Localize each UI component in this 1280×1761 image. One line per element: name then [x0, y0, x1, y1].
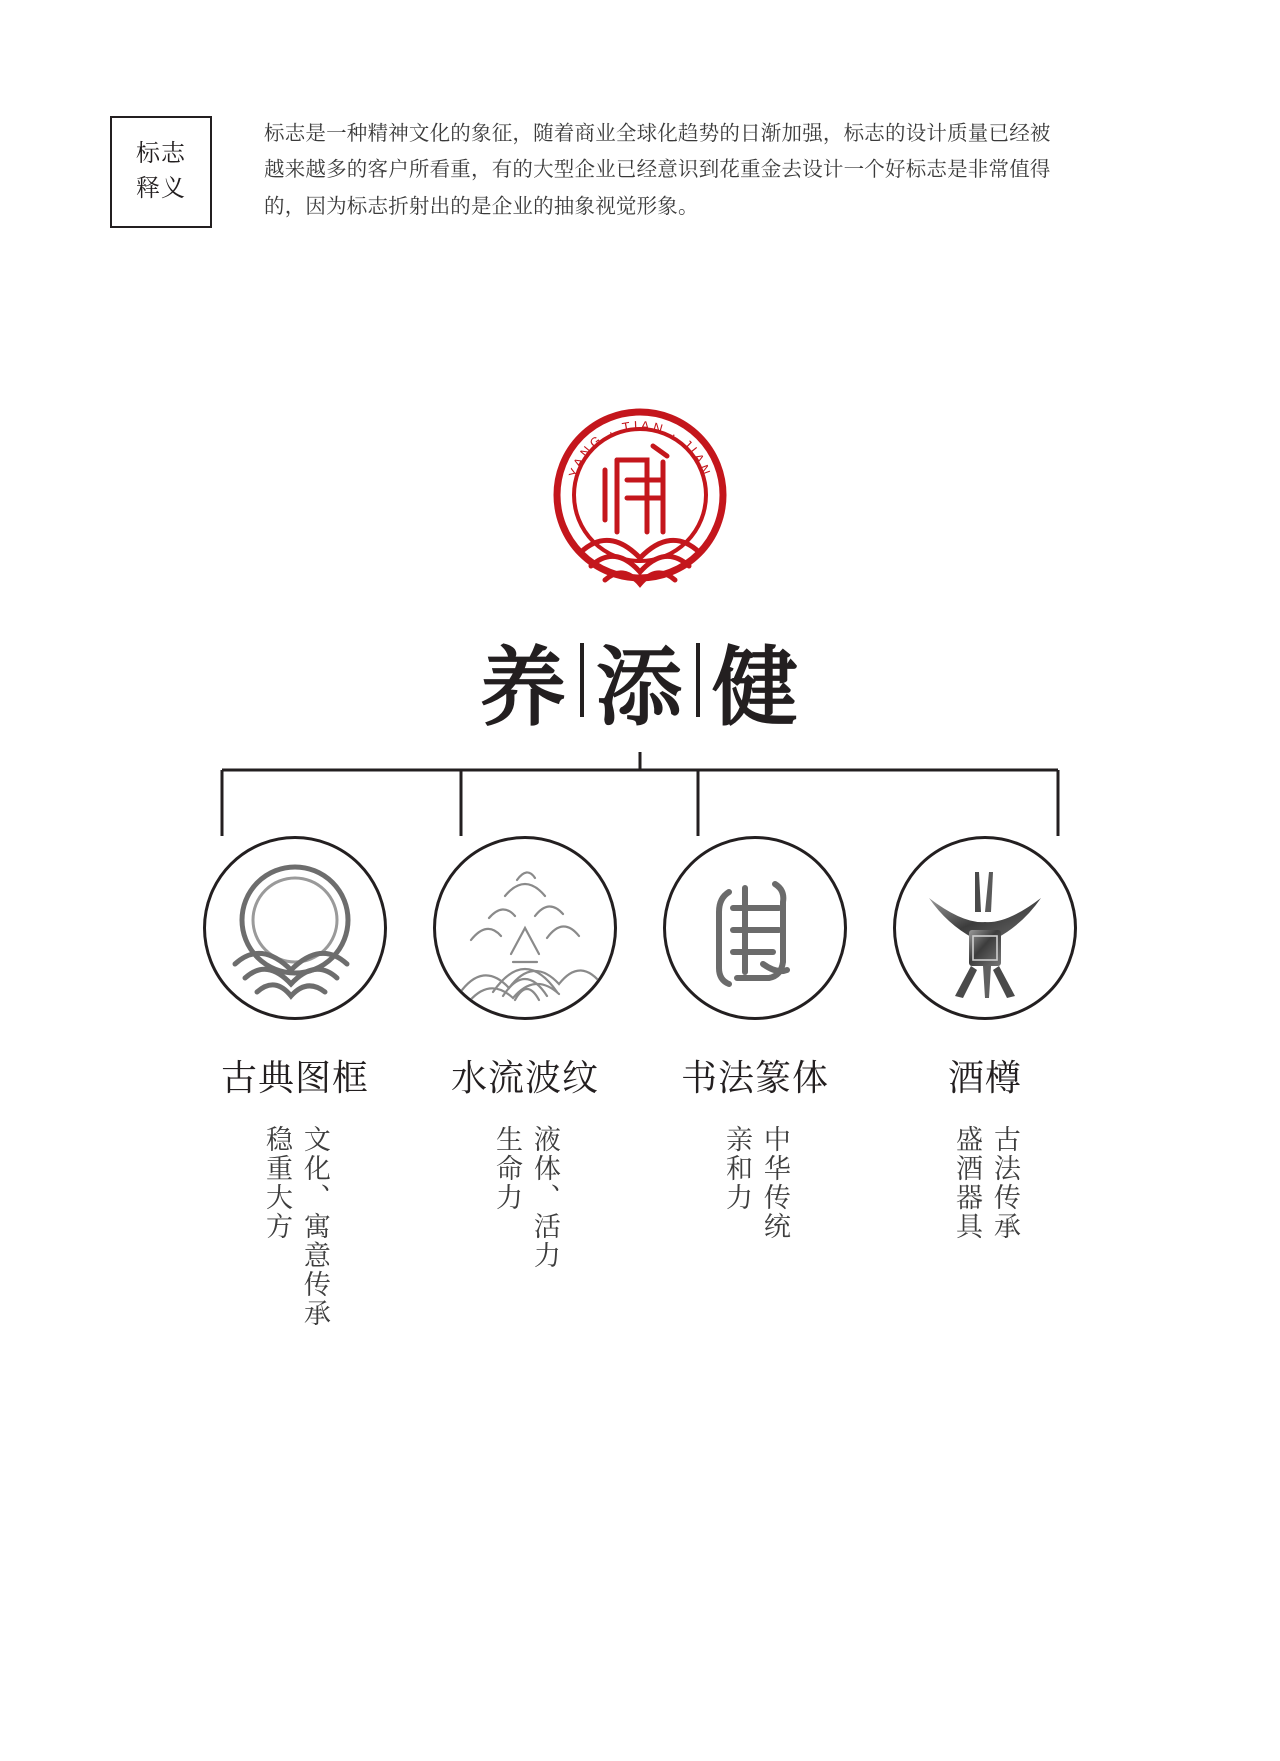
wordmark-separator-2: [696, 643, 700, 717]
element-column-classical-frame: [180, 836, 410, 1328]
element-description-line-2: 稳重大方: [262, 1125, 292, 1241]
wordmark-char-1: 养: [480, 638, 568, 738]
wordmark-char-3: 健: [712, 638, 800, 738]
connector-lines: [0, 752, 1280, 842]
wordmark-char-2: 添: [596, 638, 684, 738]
element-description-line-2: 亲和力: [722, 1125, 752, 1212]
water-wave-icon: [433, 836, 617, 1020]
element-title: 古典图框: [220, 1057, 369, 1098]
wordmark: [474, 618, 806, 742]
section-badge-line1: 标志: [136, 140, 186, 168]
element-column-seal-script: [640, 836, 870, 1328]
seal-script-icon: [663, 836, 847, 1020]
seal-emblem-icon: [535, 400, 745, 610]
section-paragraph: 标志是一种精神文化的象征，随着商业全球化趋势的日渐加强，标志的设计质量已经被越来越多的客户所看重，有的大型企业已经意识到花重金去设计一个好标志是非常值得的，因为标志折射出的是企业的抽象视觉形象。: [264, 122, 1051, 218]
element-description-line-1: 古法传承: [989, 1125, 1020, 1241]
element-description-line-1: 中华传统: [759, 1125, 790, 1241]
element-column-wine-vessel: [870, 836, 1100, 1328]
element-description: [490, 1125, 560, 1270]
element-title: 书法篆体: [680, 1057, 829, 1098]
element-description: [260, 1125, 330, 1328]
element-description-line-1: 液体、活力: [529, 1125, 560, 1270]
element-columns: [0, 836, 1280, 1328]
classical-frame-icon: [203, 836, 387, 1020]
element-description-line-2: 生命力: [492, 1125, 522, 1212]
logo-explanation-header: [110, 116, 1054, 228]
svg-text:YANG · TIAN · JIAN: YANG · TIAN · JIAN: [565, 417, 715, 480]
section-badge-line2: 释义: [136, 175, 186, 202]
brand-logo: [0, 400, 1280, 742]
element-title: 水流波纹: [450, 1057, 599, 1098]
element-column-water-wave: [410, 836, 640, 1328]
section-badge: [110, 116, 212, 228]
element-title: 酒樽: [947, 1057, 1022, 1098]
element-description-line-1: 文化、寓意传承: [299, 1125, 330, 1328]
element-description-line-2: 盛酒器具: [952, 1125, 982, 1241]
wordmark-separator-1: [580, 643, 584, 717]
element-description: [720, 1125, 790, 1241]
element-description: [950, 1125, 1020, 1241]
wine-vessel-icon: [893, 836, 1077, 1020]
